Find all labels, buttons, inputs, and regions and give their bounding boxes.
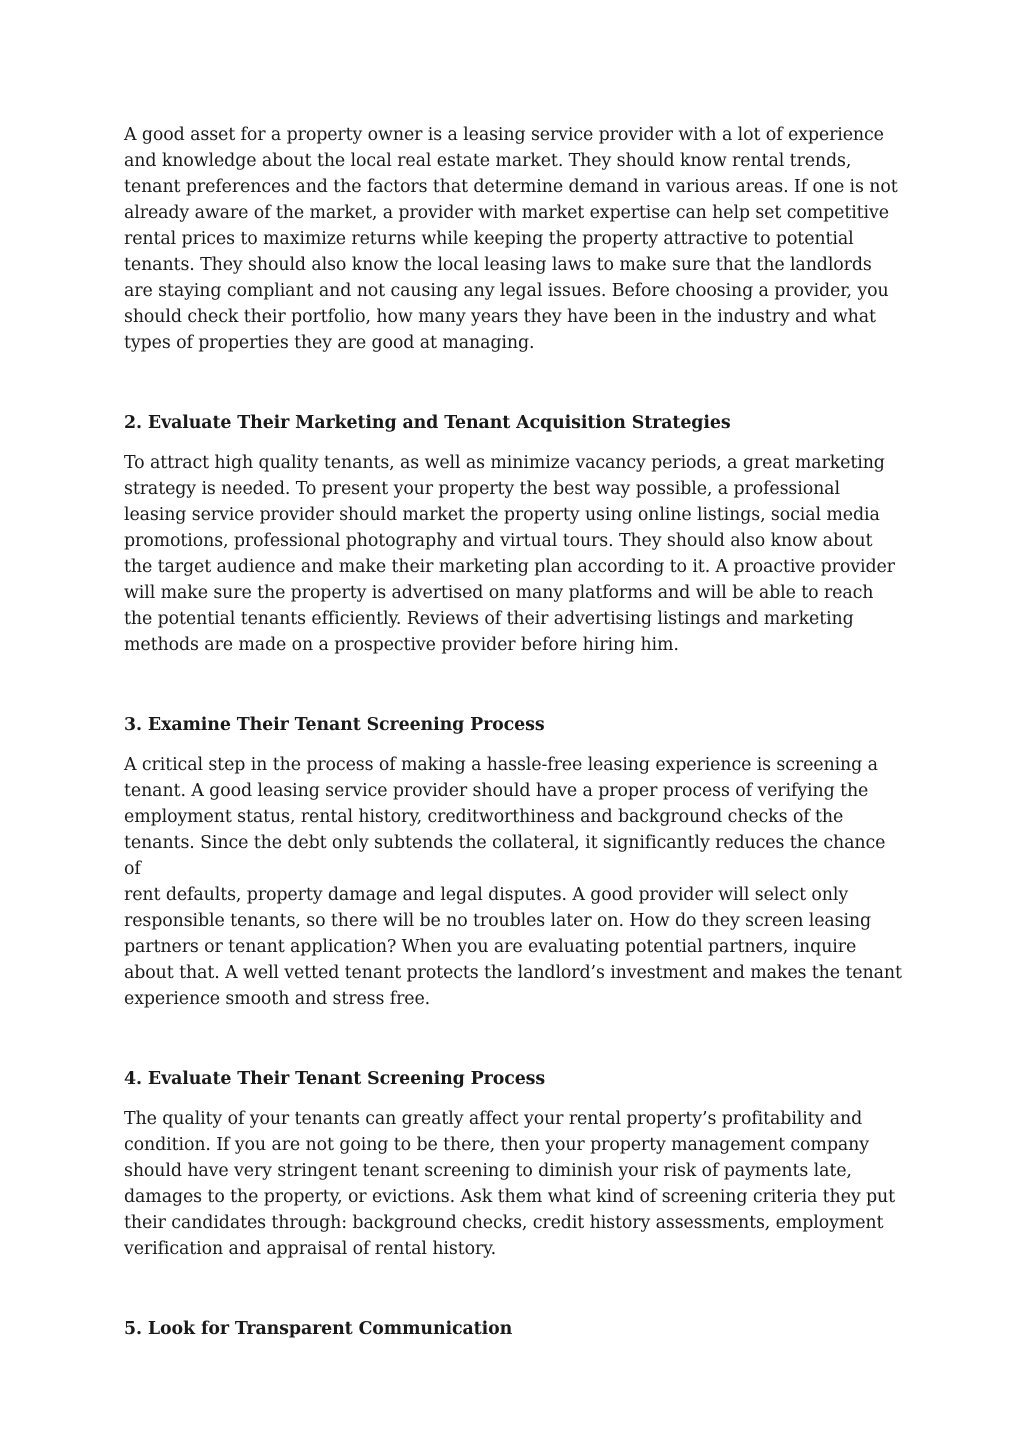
section-body-4: The quality of your tenants can greatly affect your rental property’s profitability and condition. If you are not going to be there, then your property management company should have very stringent tenant screening to diminish your risk of payments late, damages to the property, or evictions. Ask them what kind of screening criteria they put their candidates through: background checks, credit history assessments, employment verification and appraisal of rental history. (124, 1109, 895, 1259)
section-heading-2: 2. Evaluate Their Marketing and Tenant Acquisition Strategies (124, 413, 731, 433)
section-heading-5: 5. Look for Transparent Communication (124, 1319, 513, 1339)
section-body-3: A critical step in the process of making a hassle-free leasing experience is screening a tenant. A good leasing service provider should have a proper process of verifying the employment status, rental history, creditworthiness and background checks of the tenants. Since the debt only subtends the collateral, it significantly reduces the chance of rent defaults, property damage and legal disputes. A good provider will select only responsible tenants, so there will be no troubles later on. How do they screen leasing partners or tenant application? When you are evaluating potential partners, inquire about that. A well vetted tenant protects the landlord’s investment and makes the tenant experience smooth and stress free. (124, 755, 902, 1009)
document-page (124, 122, 904, 1342)
section-body-2: To attract high quality tenants, as well as minimize vacancy periods, a great marketing strategy is needed. To present your property the best way possible, a professional leasing service provider should market the property using online listings, social media promotions, professional photography and virtual tours. They should also know about the target audience and make their marketing plan according to it. A proactive provider will make sure the property is advertised on many platforms and will be able to reach the potential tenants efficiently. Reviews of their advertising listings and marketing methods are made on a prospective provider before hiring him. (124, 453, 895, 655)
section-heading-4: 4. Evaluate Their Tenant Screening Process (124, 1069, 546, 1089)
section-heading-3: 3. Examine Their Tenant Screening Process (124, 715, 545, 735)
intro-paragraph: A good asset for a property owner is a leasing service provider with a lot of experience and knowledge about the local real estate market. They should know rental trends, tenant preferences and the factors that determine demand in various areas. If one is not already aware of the market, a provider with market expertise can help set competitive rental prices to maximize returns while keeping the property attractive to potential tenants. They should also know the local leasing laws to make sure that the landlords are staying compliant and not causing any legal issues. Before choosing a provider, you should check their portfolio, how many years they have been in the industry and what types of properties they are good at managing. (124, 125, 898, 353)
